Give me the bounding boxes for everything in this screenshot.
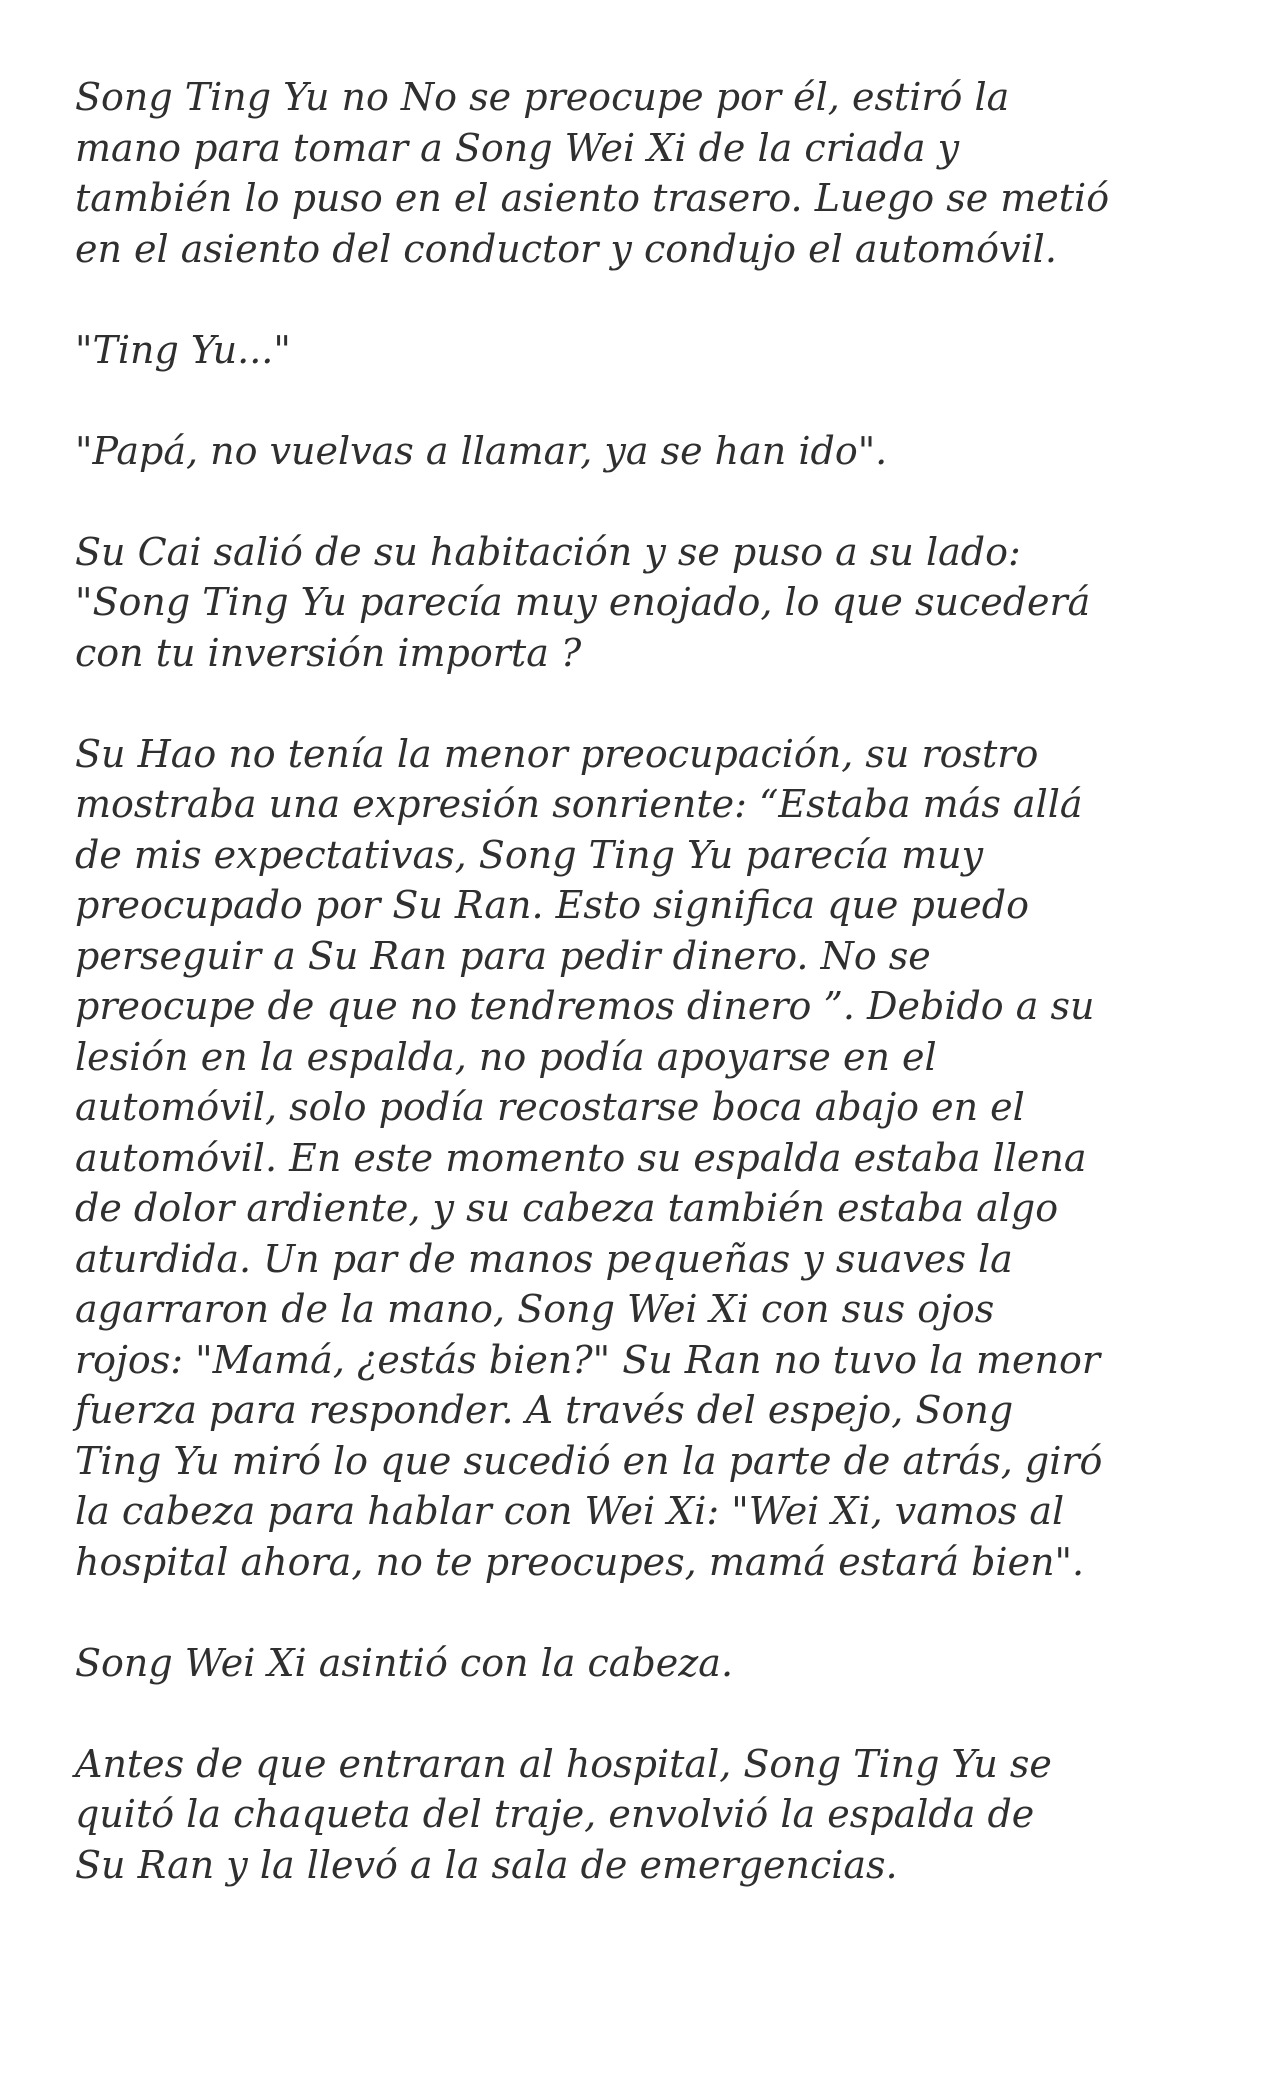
paragraph-7 xyxy=(75,1739,1215,1891)
text-line: también lo puso en el asiento trasero. Luego se metió xyxy=(75,176,1110,220)
text-line: con tu inversión importa ? xyxy=(75,630,582,675)
text-line: fuerza para responder. A través del espejo, Song xyxy=(75,1388,1014,1432)
text-line: "Papá, no vuelvas a llamar, ya se han ido". xyxy=(75,428,888,473)
text-line: mostraba una expresión sonriente: “Estaba más allá xyxy=(75,782,1083,826)
text-line: rojos: "Mamá, ¿estás bien?" Su Ran no tuvo la menor xyxy=(75,1337,1101,1382)
paragraph-1 xyxy=(75,72,1215,274)
text-line: automóvil. En este momento su espalda estaba llena xyxy=(75,1135,1087,1180)
text-line: hospital ahora, no te preocupes, mamá estará bien". xyxy=(75,1539,1085,1584)
text-line: la cabeza para hablar con Wei Xi: "Wei Xi, vamos al xyxy=(75,1489,1065,1533)
text-line: mano para tomar a Song Wei Xi de la criada y xyxy=(75,125,960,170)
paragraph-4 xyxy=(75,527,1215,679)
text-line: preocupado por Su Ran. Esto significa que puedo xyxy=(75,883,1029,927)
text-line: Song Wei Xi asintió con la cabeza. xyxy=(75,1640,734,1685)
text-line: perseguir a Su Ran para pedir dinero. No se xyxy=(75,933,931,978)
text-line: agarraron de la mano, Song Wei Xi con sus ojos xyxy=(75,1287,995,1331)
text-line: quitó la chaqueta del traje, envolvió la espalda de xyxy=(75,1792,1035,1836)
text-line: Su Cai salió de su habitación y se puso a su lado: xyxy=(75,529,1021,574)
paragraph-2 xyxy=(75,325,1215,376)
text-line: preocupe de que no tendremos dinero ”. Debido a su xyxy=(75,984,1095,1028)
paragraph-5 xyxy=(75,729,1215,1588)
text-line: de dolor ardiente, y su cabeza también estaba algo xyxy=(75,1186,1059,1230)
document-body xyxy=(75,72,1215,1941)
text-line: en el asiento del conductor y condujo el automóvil. xyxy=(75,226,1057,271)
text-line: automóvil, solo podía recostarse boca abajo en el xyxy=(75,1085,1025,1129)
text-line: de mis expectativas, Song Ting Yu parecía muy xyxy=(75,832,984,877)
paragraph-6 xyxy=(75,1638,1215,1689)
text-line: Antes de que entraran al hospital, Song Ting Yu se xyxy=(75,1741,1052,1786)
text-line: aturdida. Un par de manos pequeñas y suaves la xyxy=(75,1236,1013,1281)
text-line: Su Ran y la llevó a la sala de emergencias. xyxy=(75,1842,898,1887)
paragraph-3 xyxy=(75,426,1215,477)
text-line: lesión en la espalda, no podía apoyarse en el xyxy=(75,1034,937,1079)
text-line: "Ting Yu..." xyxy=(75,327,291,372)
text-line: "Song Ting Yu parecía muy enojado, lo que sucederá xyxy=(75,580,1091,624)
text-line: Ting Yu miró lo que sucedió en la parte de atrás, giró xyxy=(75,1438,1103,1483)
text-line: Su Hao no tenía la menor preocupación, su rostro xyxy=(75,731,1039,776)
text-line: Song Ting Yu no No se preocupe por él, estiró la xyxy=(75,75,1010,119)
